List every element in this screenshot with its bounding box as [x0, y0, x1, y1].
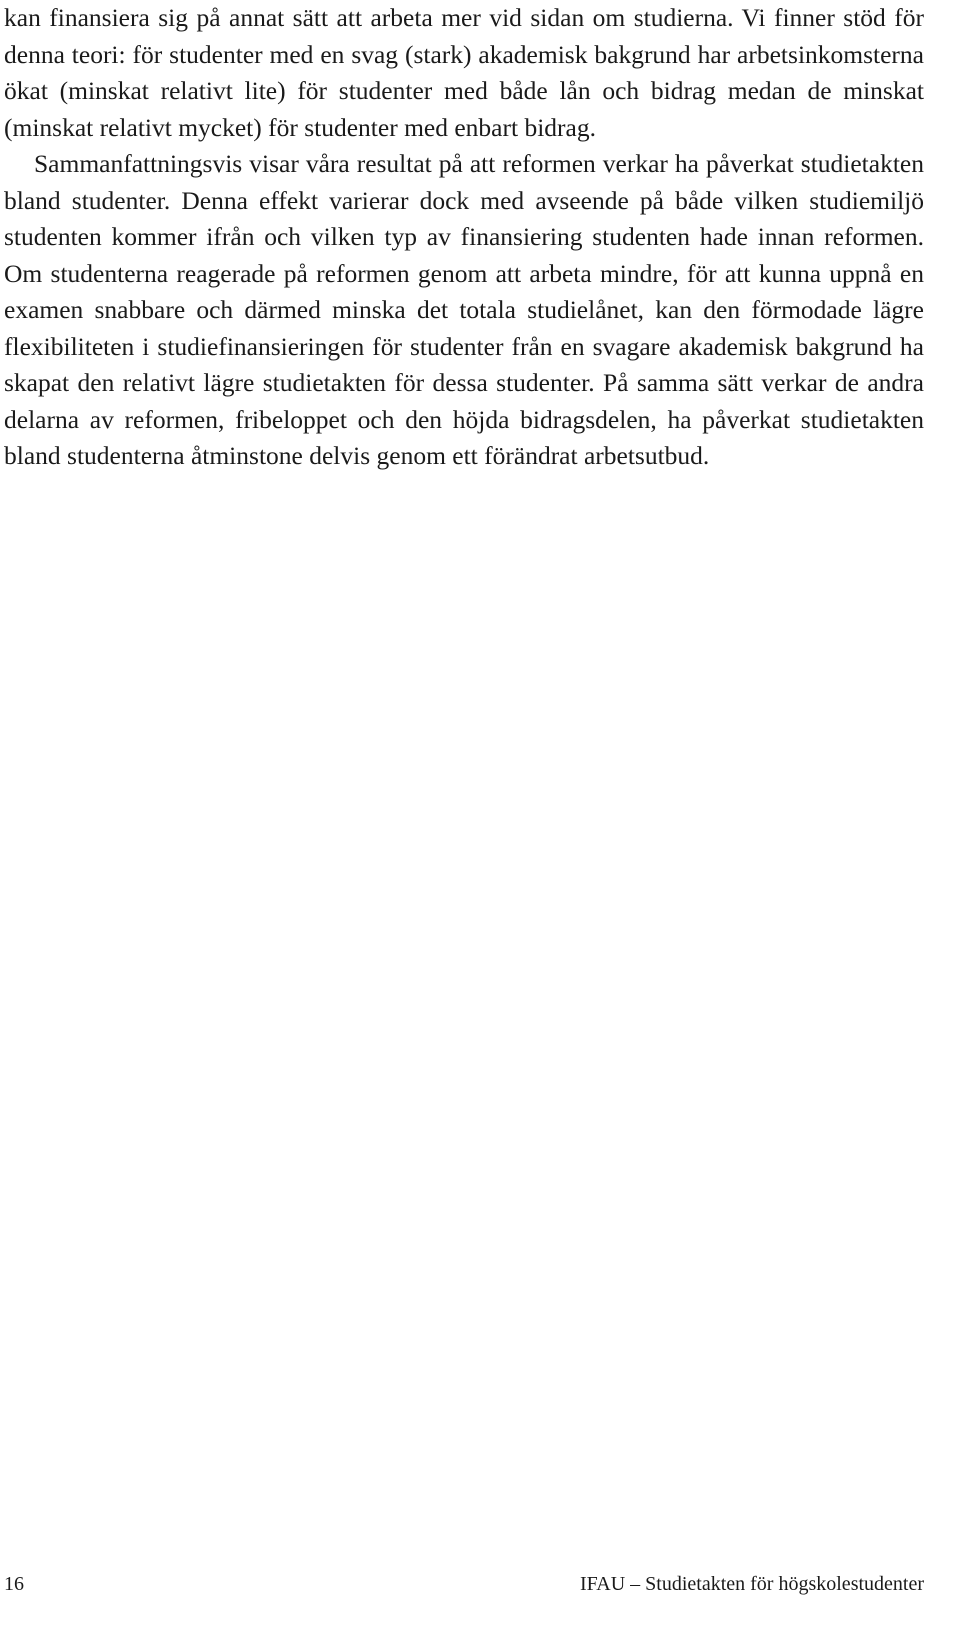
paragraph-summary: Sammanfattningsvis visar våra resultat på att reformen verkar ha påverkat studietakten bland studenter. Denna effekt varierar dock med avseende på både vilken studiemiljö studenten kommer ifrån och vilken typ av finansiering studenten hade innan reformen. Om studenterna reagerade på reformen genom att arbeta mindre, för att kunna uppnå en examen snabbare och därmed minska det totala studielånet, kan den förmodade lägre flexibiliteten i studiefinansieringen för studenter från en svagare akademisk bakgrund ha skapat den relativt lägre studietakten för dessa studenter. På samma sätt verkar de andra delarna av reformen, fribeloppet och den höjda bidragsdelen, ha påverkat studietakten bland studenterna åtminstone delvis genom ett förändrat arbetsutbud.: [4, 149, 924, 470]
paragraph-continuation: kan finansiera sig på annat sätt att arbeta mer vid sidan om studierna. Vi finner stöd för denna teori: för studenter med en svag (stark) akademisk bakgrund har arbetsinkomsterna ökat (minskat relativt lite) för studenter med både lån och bidrag medan de minskat (minskat relativt mycket) för studenter med enbart bidrag.: [4, 3, 924, 142]
running-title: IFAU – Studietakten för högskolestudenter: [579, 1573, 924, 1595]
page-footer: [4, 1570, 924, 1598]
document-page: [4, 0, 924, 475]
page-number: 16: [4, 1573, 24, 1595]
